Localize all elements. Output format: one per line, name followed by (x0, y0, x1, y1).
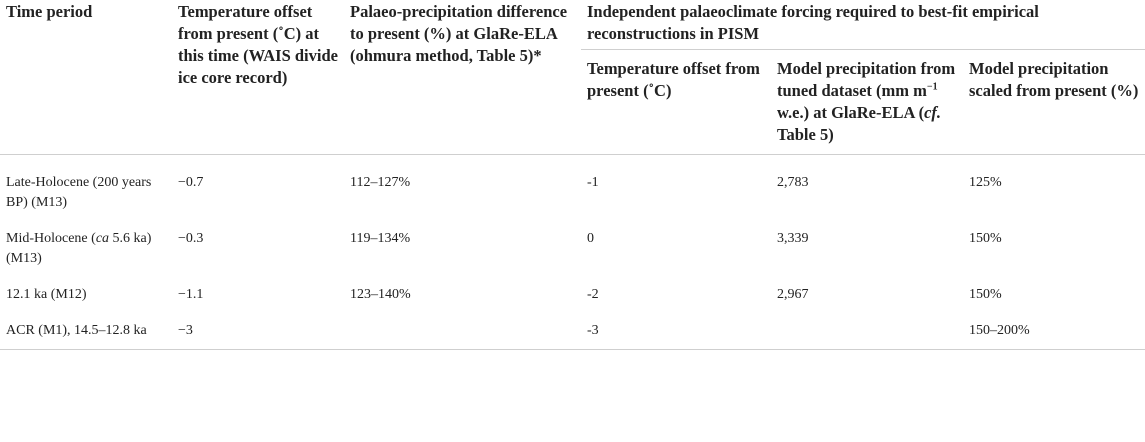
cell-temperature-offset: −0.7 (172, 155, 344, 221)
cell-palaeo-precipitation: 112–127% (344, 155, 581, 221)
header-sub-model-precipitation: Model precipitation from tuned dataset (mm $m^{-1}$ w.e.) at GlaRe-ELA (cf. Table 5) (777, 59, 956, 144)
table-row (0, 220, 1145, 276)
cell-model-precipitation: 3,339 (777, 231, 809, 246)
header-time-period: Time period (6, 2, 93, 21)
table-row (0, 312, 1145, 350)
header-palaeo-precipitation: Palaeo-precipitation difference to present (%) at GlaRe-ELA (ohmura method, Table 5)* (350, 2, 568, 65)
cell-temperature-offset: −3 (172, 312, 344, 350)
cell-model-precipitation: 2,783 (771, 155, 963, 221)
cell-time-period: 12.1 ka (M12) (6, 287, 87, 302)
table-row (0, 276, 1145, 312)
cell-palaeo-precipitation (344, 312, 581, 350)
cell-model-scaled: 150–200% (963, 312, 1145, 350)
header-group-independent-forcing: Independent palaeoclimate forcing required to best-fit empirical reconstructions in PISM (581, 0, 1145, 50)
cell-time-period: Late-Holocene (200 years BP) (M13) (0, 155, 172, 221)
cell-model-precipitation (771, 312, 963, 350)
header-sub-temperature-offset: Temperature offset from present (˚C) (587, 59, 760, 100)
cell-model-temperature: -2 (587, 287, 599, 302)
cell-temperature-offset: −0.3 (178, 231, 204, 246)
cell-model-precipitation: 2,967 (777, 287, 809, 302)
cell-model-temperature: -3 (581, 312, 771, 350)
cell-model-scaled: 150% (969, 231, 1002, 246)
cell-model-temperature: 0 (587, 231, 594, 246)
table-row (0, 155, 1145, 221)
cell-model-scaled: 150% (969, 287, 1002, 302)
cell-model-temperature: -1 (581, 155, 771, 221)
cell-time-period: ACR (M1), 14.5–12.8 ka (0, 312, 172, 350)
cell-model-scaled: 125% (963, 155, 1145, 221)
cell-time-period: Mid-Holocene (ca 5.6 ka) (M13) (6, 231, 152, 266)
cell-palaeo-precipitation: 123–140% (350, 287, 411, 302)
cell-temperature-offset: −1.1 (178, 287, 204, 302)
cell-palaeo-precipitation: 119–134% (350, 231, 411, 246)
header-temperature-offset-wais: Temperature offset from present (˚C) at this time (WAIS divide ice core record) (178, 2, 338, 87)
header-sub-model-precip-scaled: Model precipitation scaled from present (%) (969, 59, 1139, 100)
